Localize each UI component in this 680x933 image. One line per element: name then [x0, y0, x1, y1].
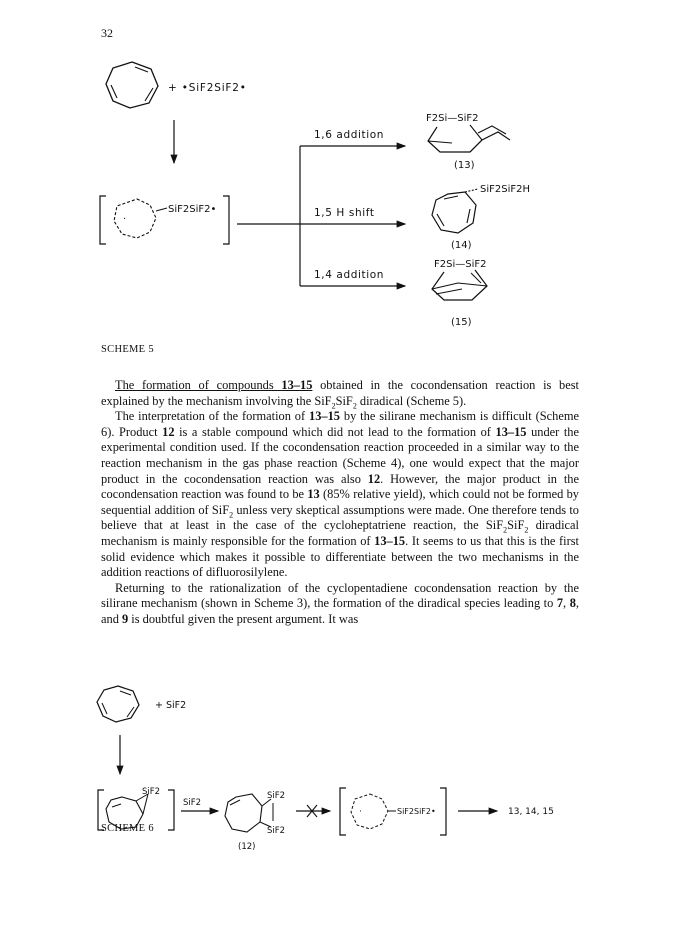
p2-sub-2: 2: [503, 525, 508, 535]
scheme6-arrow1-label: SiF2: [183, 798, 202, 808]
paragraph-3: [101, 581, 579, 628]
product14-structure: [432, 189, 478, 233]
scheme6-cycloheptatriene-structure: [97, 686, 139, 722]
path2-label: 1,5 H shift: [314, 207, 375, 219]
p2-text-g: under the experimental condition used. If the cocondensation reaction proceeded in a similar way to the reaction mechanism in the gas phase reaction (Scheme 4), one would expect that the major product in the cocondensation reaction was also: [101, 424, 579, 486]
p2-text-e: is a stable compound which did not lead to the formation of: [174, 424, 496, 439]
product13-label: F2Si—SiF2: [426, 113, 479, 124]
scheme-5: [0, 0, 680, 340]
product15-label: F2Si—SiF2: [434, 259, 487, 270]
p2-bold-f: 13–15: [495, 424, 527, 439]
p1-text-a: The formation of compounds: [115, 378, 282, 392]
product15-structure: [432, 270, 487, 300]
product14-label: SiF2SiF2H: [480, 184, 530, 195]
product12-top-label: SiF2: [267, 791, 286, 801]
p1-text-e: diradical (Scheme 5).: [356, 393, 467, 408]
p1-text-d: SiF: [335, 393, 353, 408]
scheme6-radical-structure: [351, 794, 396, 829]
p3-text-a: Returning to the rationalization of the cyclopentadiene cocondensation reaction by the silirane mechanism (shown in Scheme 3), the formation of the diradical species leading to: [101, 580, 579, 611]
p2-bold-d: 12: [162, 424, 175, 439]
scheme5-caption: SCHEME 5: [101, 344, 154, 355]
scheme6-radical-label: SiF2SiF2•: [397, 807, 436, 816]
p2-text-p: . It seems to us that this is the first solid evidence which makes it possible to differentiate between the two mechanisms in the addition reactions of difluorosilylene.: [101, 533, 579, 580]
scheme6-reagent: + SiF2: [155, 700, 187, 711]
product12-structure: [225, 794, 273, 832]
p3-text-c: ,: [563, 596, 570, 611]
page-number: 32: [101, 26, 113, 40]
paragraph-2: [101, 409, 579, 581]
p2-bold-j: 13: [307, 487, 320, 502]
p2-sub-1: 2: [229, 510, 234, 520]
p3-bold-b: 7: [556, 596, 564, 611]
silirane-label: SiF2: [142, 787, 161, 797]
product13-number: (13): [454, 160, 475, 171]
p2-text-l: unless very skeptical assumptions were made. One therefore tends to believe that at least in the case of the cycloheptatriene reaction, the SiF: [101, 502, 579, 533]
p2-text-k: (85% relative yield), which could not be formed by sequential addition of SiF: [101, 487, 579, 517]
p2-text-m: SiF: [507, 518, 525, 533]
svg-text:·: ·: [359, 807, 362, 817]
product12-bottom-label: SiF2: [267, 826, 286, 836]
p2-text-i: . However, the major product in the cocondensation reaction was found to be: [101, 471, 579, 502]
p1-sub-2: 2: [352, 401, 357, 411]
path1-label: 1,6 addition: [314, 129, 385, 141]
p2-bold-b: 13–15: [309, 409, 340, 424]
svg-text:·: ·: [123, 214, 127, 225]
p3-text-e: , and: [101, 596, 579, 626]
p3-bold-d: 8: [569, 596, 576, 611]
scheme5-radical-label: SiF2SiF2•: [168, 204, 217, 215]
p2-sub-3: 2: [524, 525, 529, 535]
p2-bold-h: 12: [367, 471, 381, 486]
p2-text-c: by the silirane mechanism is difficult (Scheme 6). Product: [101, 409, 579, 439]
product13-structure: [428, 125, 510, 152]
scheme5-reagent: + •SiF2SiF2•: [168, 82, 247, 94]
scheme6-final-products: 13, 14, 15: [508, 807, 554, 817]
p1-compounds: 13–15: [281, 378, 313, 392]
p2-bold-o: 13–15: [374, 533, 406, 548]
p1-sub-1: 2: [331, 401, 336, 411]
product14-number: (14): [451, 240, 472, 251]
path3-label: 1,4 addition: [314, 269, 385, 281]
p2-text-n: diradical mechanism is mainly responsible for the formation of: [101, 518, 579, 548]
body-text: [101, 378, 579, 628]
cycloheptatriene-structure: [106, 62, 158, 108]
p3-bold-f: 9: [122, 611, 129, 626]
p1-text-c: obtained in the cocondensation reaction is best explained by the mechanism involving the SiF: [101, 378, 580, 408]
p3-text-g: is doubtful given the present argument. It was: [128, 611, 359, 626]
product15-number: (15): [451, 317, 472, 328]
p2-text-a: The interpretation of the formation of: [115, 409, 310, 424]
scheme-6: [0, 680, 680, 852]
paragraph-1: [101, 378, 579, 409]
product12-number: (12): [238, 842, 256, 852]
scheme6-caption: SCHEME 6: [101, 823, 154, 834]
